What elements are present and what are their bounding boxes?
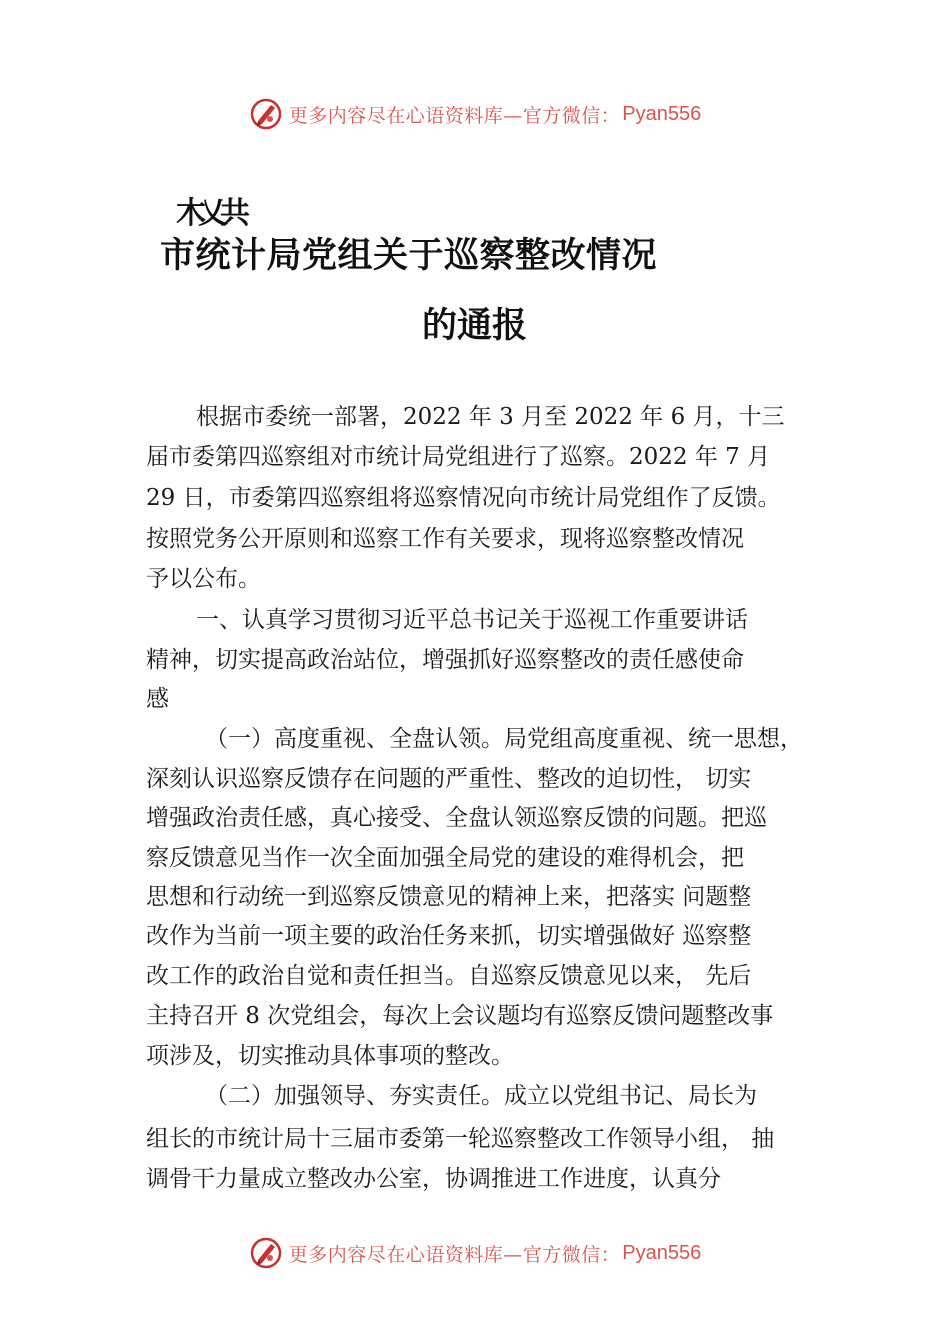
body-line: 根据市委统一部署，2022 年 3 月至 2022 年 6 月，十三 — [196, 404, 785, 430]
body-line: 29 日，市委第四巡察组将巡察情况向市统计局党组作了反馈。 — [146, 485, 781, 511]
body-line: 予以公布。 — [146, 566, 261, 592]
section-heading: 一、认真学习贯彻习近平总书记关于巡视工作重要讲话 — [196, 607, 748, 633]
body-line: 改作为当前一项主要的政治任务来抓，切实增强做好 巡察整 — [146, 923, 752, 949]
watermark-text: 更多内容尽在心语资料库—官方微信： — [288, 104, 621, 127]
watermark-wechat-id: Pyan556 — [622, 1241, 702, 1264]
section-heading: 精神，切实提高政治站位，增强抓好巡察整改的责任感使命 — [146, 647, 744, 673]
document-title-line-1: 市统计局党组关于巡察整改情况 — [160, 235, 658, 276]
body-line: 增强政治责任感，真心接受、全盘认领巡察反馈的问题。把巡 — [146, 805, 767, 831]
document-tag: 木乂共 — [176, 196, 242, 231]
section-heading: 感 — [146, 686, 169, 712]
brush-logo-icon — [249, 97, 283, 131]
body-line: 按照党务公开原则和巡察工作有关要求，现将巡察整改情况 — [146, 526, 744, 552]
body-line: 届市委第四巡察组对市统计局党组进行了巡察。2022 年 7 月 — [146, 444, 771, 470]
body-line: 思想和行动统一到巡察反馈意见的精神上来，把落实 问题整 — [146, 884, 752, 910]
watermark-header — [0, 94, 950, 134]
body-line: 察反馈意见当作一次全面加强全局党的建设的难得机会，把 — [146, 845, 744, 871]
watermark-text: 更多内容尽在心语资料库—官方微信： — [288, 1243, 621, 1266]
watermark-footer — [0, 1233, 950, 1273]
document-title-line-2: 的通报 — [422, 305, 528, 346]
body-line: 项涉及，切实推动具体事项的整改。 — [146, 1043, 514, 1069]
body-line: （一）高度重视、全盘认领。局党组高度重视、统一思想， — [205, 726, 803, 752]
body-line: 调骨干力量成立整改办公室，协调推进工作进度，认真分 — [146, 1166, 721, 1192]
body-line: 深刻认识巡察反馈存在问题的严重性、整改的迫切性， 切实 — [146, 766, 752, 792]
brush-logo-icon — [249, 1236, 283, 1270]
body-line: 改工作的政治自觉和责任担当。自巡察反馈意见以来， 先后 — [146, 963, 752, 989]
watermark-wechat-id: Pyan556 — [622, 102, 702, 125]
body-line: 组长的市统计局十三届市委第一轮巡察整改工作领导小组， 抽 — [146, 1126, 775, 1152]
body-line: 主持召开 8 次党组会，每次上会议题均有巡察反馈问题整改事 — [146, 1003, 774, 1029]
body-line: （二）加强领导、夯实责任。成立以党组书记、局长为 — [205, 1083, 757, 1109]
